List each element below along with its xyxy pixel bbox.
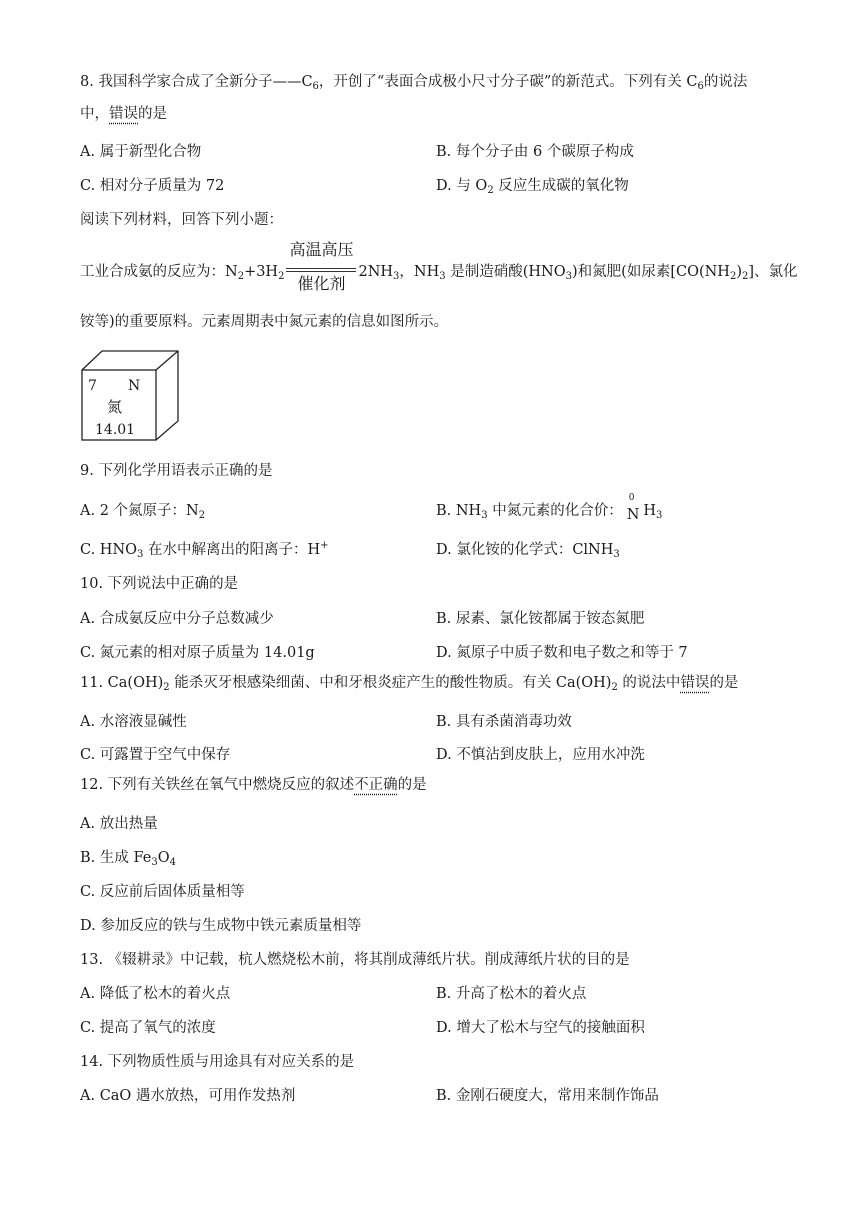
emphasis-word: 错误 [109, 106, 138, 122]
q10-option-b: B. 尿素、氯化铵都属于铵态氮肥 [436, 611, 645, 627]
q8-option-c: C. 相对分子质量为 72 [80, 178, 225, 194]
emphasis-word: 错误 [680, 675, 710, 691]
q12-stem: 12. 下列有关铁丝在氧气中燃烧反应的叙述不正确的是 [80, 777, 427, 793]
element-name: 氮 [107, 398, 123, 416]
q10-option-c: C. 氮元素的相对原子质量为 14.01g [80, 645, 315, 661]
q8-stem-line1: 8. 我国科学家合成了全新分子$——C_6$，开创了“表面合成极小尺寸分子碳”的新范式。下列有关 $C_6$的说法 [80, 74, 748, 92]
q8-stem-line2: 中，错误的是 [80, 106, 167, 122]
valence-notation: 0 N [626, 493, 640, 523]
periodic-element-cube [80, 349, 184, 443]
q8-option-d: D. 与 $O_2$ 反应生成碳的氧化物 [436, 178, 629, 196]
condition-top: 高温高压 [289, 240, 354, 259]
emphasis-word: 不正确 [354, 777, 398, 793]
q13-option-c: C. 提高了氧气的浓度 [80, 1020, 216, 1036]
q13-option-a: A. 降低了松木的着火点 [80, 986, 231, 1002]
q9-stem: 9. 下列化学用语表示正确的是 [80, 463, 273, 479]
q10-option-d: D. 氮原子中质子数和电子数之和等于 7 [436, 645, 688, 661]
q8-option-b: B. 每个分子由 6 个碳原子构成 [436, 144, 634, 160]
reaction-condition-arrow [286, 240, 356, 293]
q12-option-b: B. 生成 $Fe_3O_4$ [80, 850, 176, 868]
q13-option-d: D. 增大了松木与空气的接触面积 [436, 1020, 645, 1036]
q10-stem: 10. 下列说法中正确的是 [80, 576, 239, 592]
q11-option-c: C. 可露置于空气中保存 [80, 747, 231, 763]
q12-option-a: A. 放出热量 [80, 816, 158, 832]
atomic-number: 7 [88, 378, 97, 394]
reading-line2: 铵等)的重要原料。元素周期表中氮元素的信息如图所示。 [80, 314, 449, 330]
q11-option-a: A. 水溶液显碱性 [80, 714, 187, 730]
q9-option-c: C. $HNO_3$ 在水中解离出的阳离子：H+ [80, 540, 329, 560]
q11-option-b: B. 具有杀菌消毒功效 [436, 714, 572, 730]
q12-option-c: C. 反应前后固体质量相等 [80, 884, 245, 900]
q10-option-a: A. 合成氨反应中分子总数减少 [80, 611, 274, 627]
reading-intro: 阅读下列材料，回答下列小题： [80, 212, 283, 228]
atomic-mass: 14.01 [95, 422, 136, 438]
q9-option-b: B. $NH_3$ 中氮元素的化合价： 0 N $H_3$ [436, 493, 663, 523]
condition-bottom: 催化剂 [297, 274, 346, 293]
element-symbol: N [128, 378, 141, 394]
q14-option-a: A. CaO 遇水放热，可用作发热剂 [80, 1088, 296, 1104]
q13-option-b: B. 升高了松木的着火点 [436, 986, 587, 1002]
q9-option-d: D. 氯化铵的化学式：ClNH$_3$ [436, 542, 620, 560]
q12-option-d: D. 参加反应的铁与生成物中铁元素质量相等 [80, 918, 362, 934]
q14-stem: 14. 下列物质性质与用途具有对应关系的是 [80, 1054, 355, 1070]
q11-stem: 11. $Ca(OH)_2$ 能杀灭牙根感染细菌、中和牙根炎症产生的酸性物质。有关 $Ca(OH)_2$ 的说法中错误的是 [80, 675, 739, 693]
q8-option-a: A. 属于新型化合物 [80, 144, 202, 160]
q11-option-d: D. 不慎沾到皮肤上，应用水冲洗 [436, 747, 645, 763]
q14-option-b: B. 金刚石硬度大，常用来制作饰品 [436, 1088, 659, 1104]
reaction-equation: 工业合成氨的反应为：$N_2+3H_2$ 高温高压 催化剂 $2NH_3$，$NH_3$ 是制造硝酸$(HNO_3)$和氮肥(如尿素$[CO(NH_2)_2]$、氯化 [80, 240, 798, 293]
q9-option-a: A. 2 个氮原子：$N_2$ [80, 503, 206, 521]
q13-stem: 13. 《辍耕录》中记载，杭人燃烧松木前，将其削成薄纸片状。削成薄纸片状的目的是 [80, 952, 630, 968]
